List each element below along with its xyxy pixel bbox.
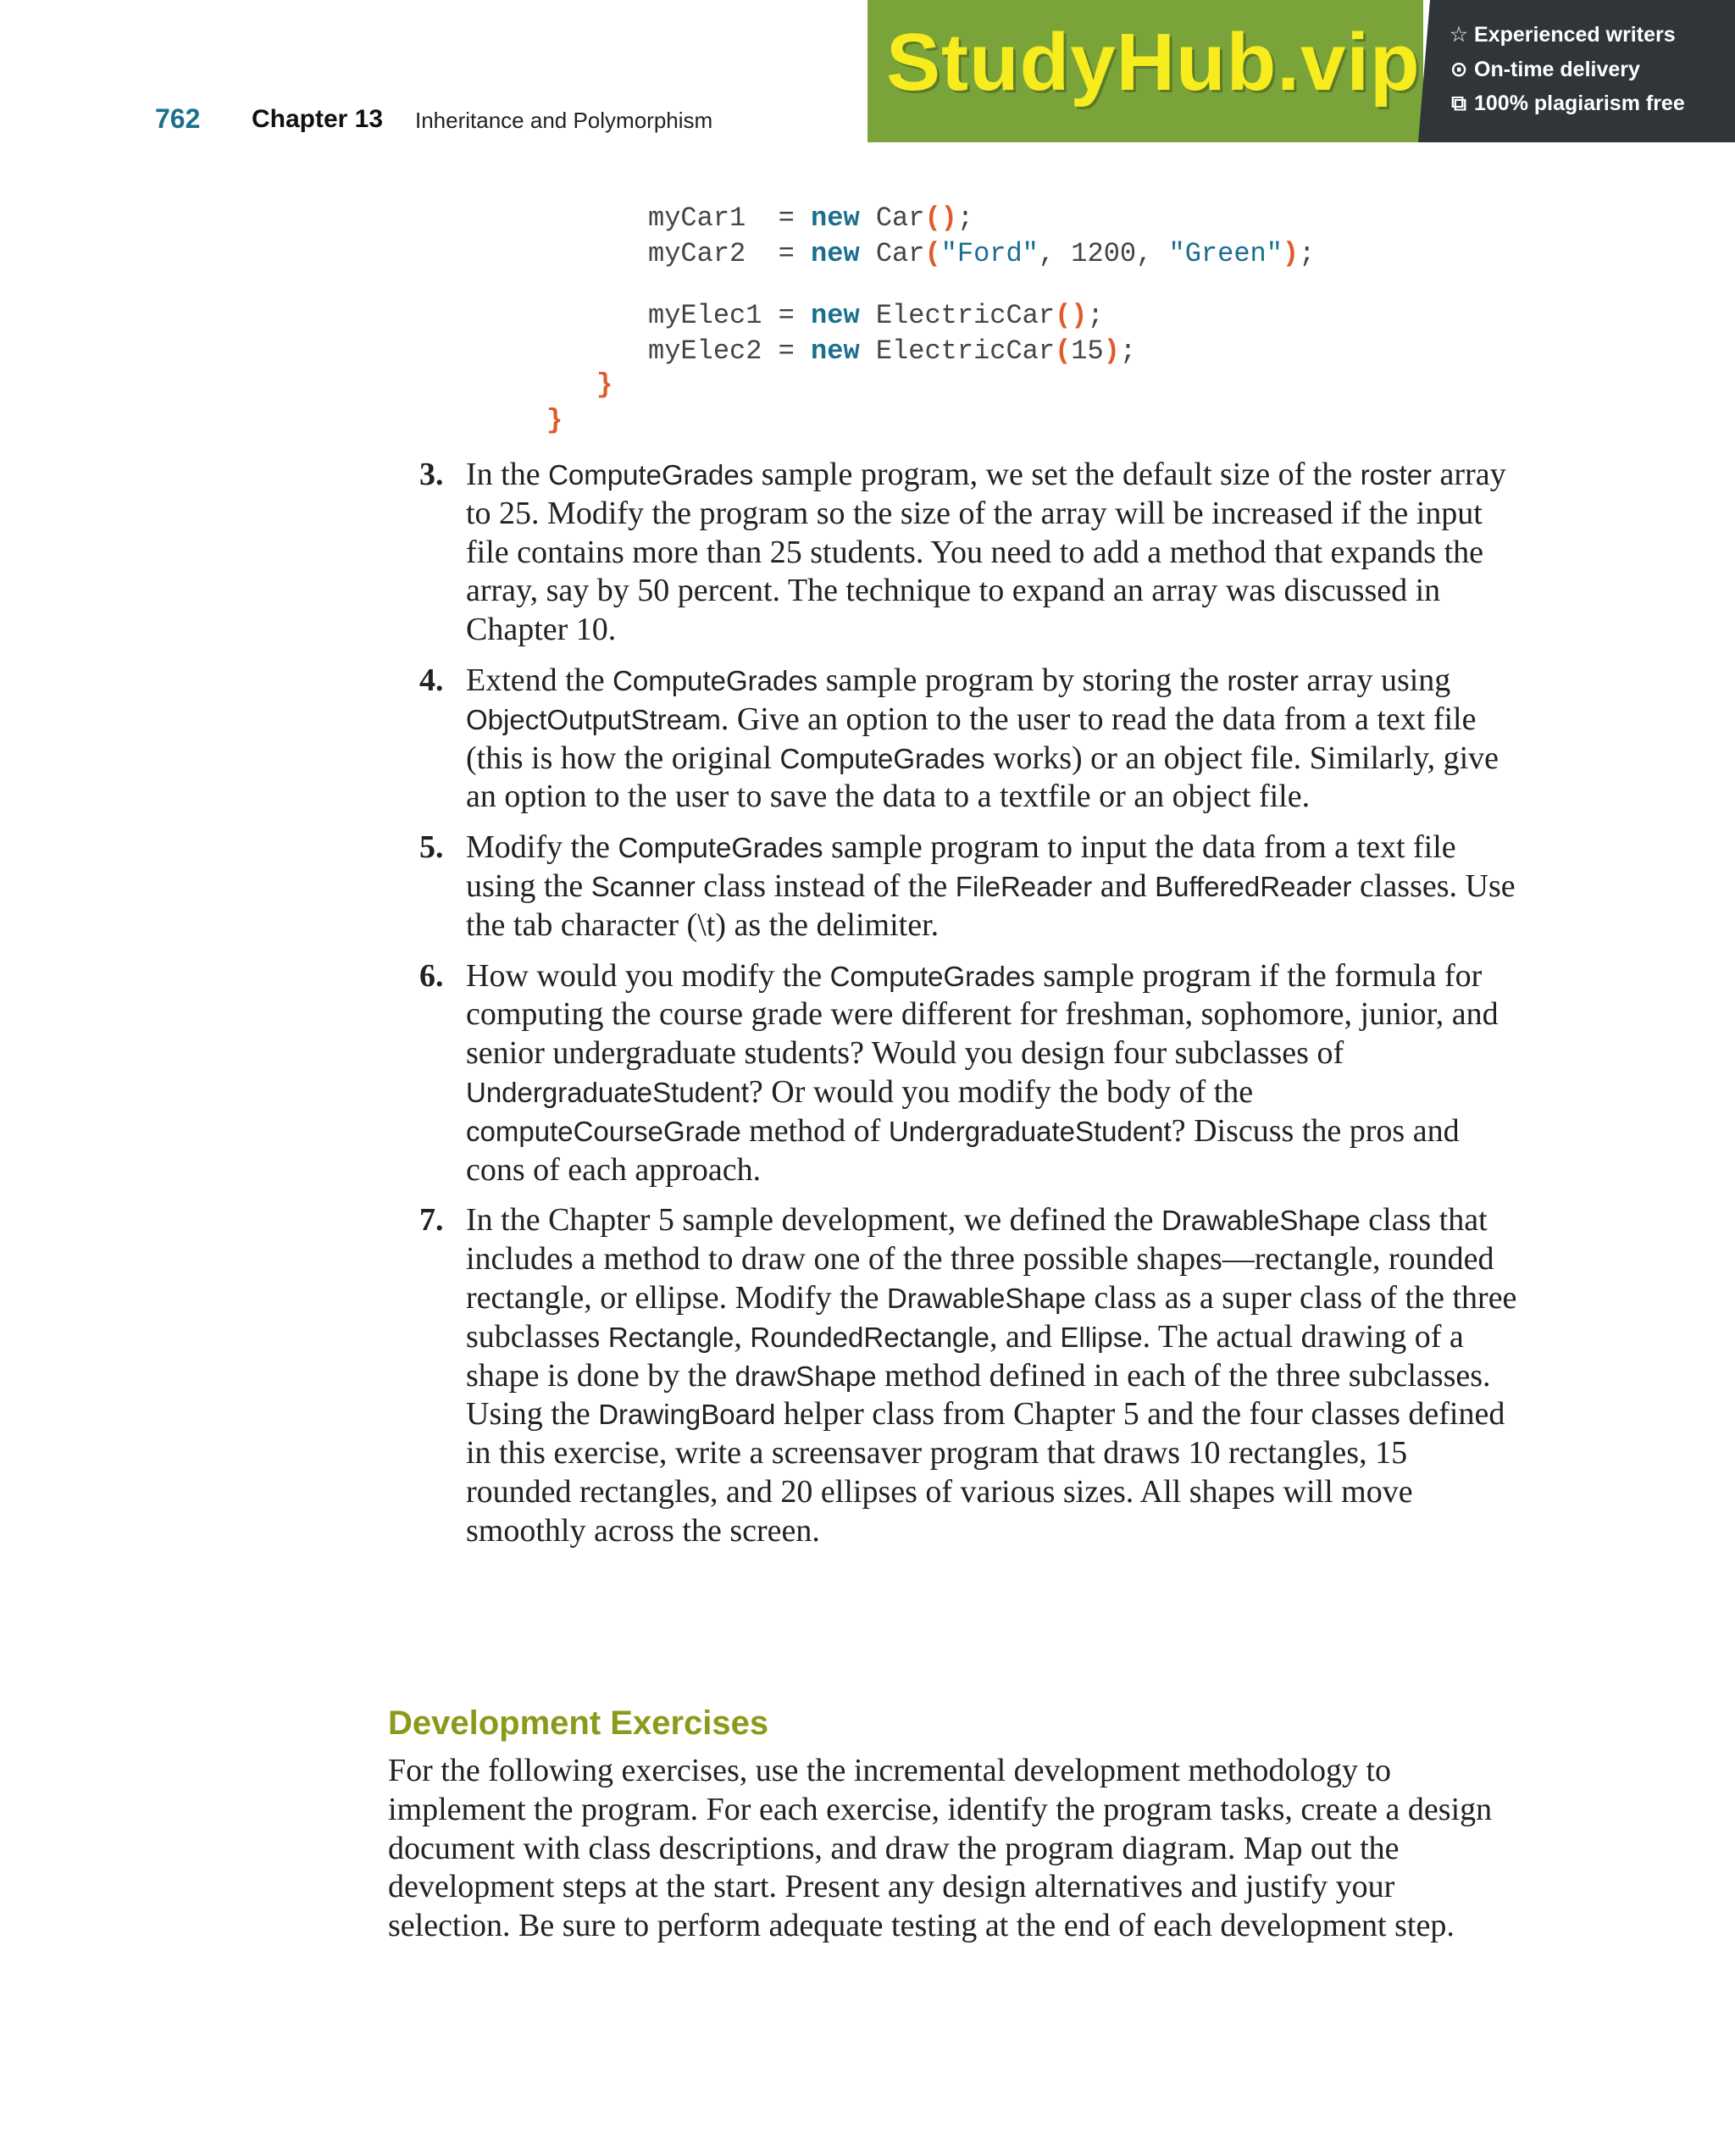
- exercise-7: 7. In the Chapter 5 sample development, we defined the DrawableShape class that includes a method to draw one of the three possible shapes—rectangle, rounded rectangle, or ellipse. Modify the DrawableShape class as a super class of the three subclasses Rectangle, RoundedRectangle, and Ellipse. The actual drawing of a shape is done by the drawShape method defined in each of the three subclasses. Using the DrawingBoard helper class from Chapter 5 and the four classes defined in this exercise, write a screensaver program that draws 10 rectangles, 15 rounded rectangles, and 20 ellipses of various sizes. All shapes will move smoothly across the screen.: [419, 1202, 1517, 1549]
- page-number: 762: [155, 103, 201, 134]
- code-brace-outer: }: [546, 405, 563, 436]
- exercise-number: 5.: [419, 829, 444, 866]
- exercise-number: 3.: [419, 457, 444, 492]
- code-line-myelec2: myElec2 = new ElectricCar(15);: [648, 335, 1137, 367]
- exercise-list: [419, 456, 1521, 1563]
- section-heading-development-exercises: Development Exercises: [388, 1704, 769, 1742]
- exercise-4: 4. Extend the ComputeGrades sample program by storing the roster array using ObjectOutputStream. Give an option to the user to read the data from a text file (this is how the original ComputeGrades works) or an object file. Similarly, give an option to the user to save the data to a textfile or an object file.: [419, 662, 1499, 815]
- exercise-number: 6.: [419, 957, 444, 994]
- perk-plagiarism-free: ⧉ 100% plagiarism free: [1447, 91, 1685, 116]
- exercise-number: 7.: [419, 1202, 444, 1239]
- exercise-3: 3. In the ComputeGrades sample program, we set the default size of the roster array to 25. Modify the program so the size of the array will be increased if the input file contains more than 25 students. You need to add a method that expands the array, say by 50 percent. The technique to expand an array was discussed in Chapter 10.: [419, 457, 1506, 648]
- perk-experienced-writers: ☆ Experienced writers: [1447, 22, 1676, 47]
- perk-on-time-delivery: ⊙ On-time delivery: [1447, 57, 1640, 82]
- exercise-5: 5. Modify the ComputeGrades sample program to input the data from a text file using the Scanner class instead of the FileReader and BufferedReader classes. Use the tab character (\t) as the delimiter.: [419, 829, 1516, 943]
- brand-logo[interactable]: StudyHub.vip: [886, 17, 1421, 108]
- development-exercises-paragraph: For the following exercises, use the incremental development methodology to implement the program. For each exercise, identify the program tasks, create a design document with class descriptions, and draw the program diagram. Map out the development steps at the start. Present any design alternatives and justify your selection. Be sure to perform adequate testing at the end of each development step.: [388, 1753, 1493, 1944]
- exercise-6: 6. How would you modify the ComputeGrades sample program if the formula for computing the course grade were different for freshman, sophomore, junior, and senior undergraduate students? Would you design four subclasses of UndergraduateStudent? Or would you modify the body of the computeCourseGrade method of UndergraduateStudent? Discuss the pros and cons of each approach.: [419, 957, 1499, 1188]
- chapter-label: Chapter 13: [252, 105, 384, 133]
- exercise-number: 4.: [419, 662, 444, 698]
- clock-icon: ⊙: [1450, 58, 1468, 81]
- code-line-myelec1: myElec1 = new ElectricCar();: [648, 300, 1104, 331]
- code-line-mycar1: myCar1 = new Car();: [648, 202, 974, 234]
- code-line-mycar2: myCar2 = new Car("Ford", 1200, "Green");: [648, 238, 1316, 269]
- chapter-title: Inheritance and Polymorphism: [415, 108, 713, 133]
- star-icon: ☆: [1449, 23, 1469, 47]
- copy-icon: ⧉: [1451, 91, 1466, 115]
- studyhub-banner[interactable]: [868, 0, 1735, 142]
- code-brace-inner: }: [596, 369, 613, 401]
